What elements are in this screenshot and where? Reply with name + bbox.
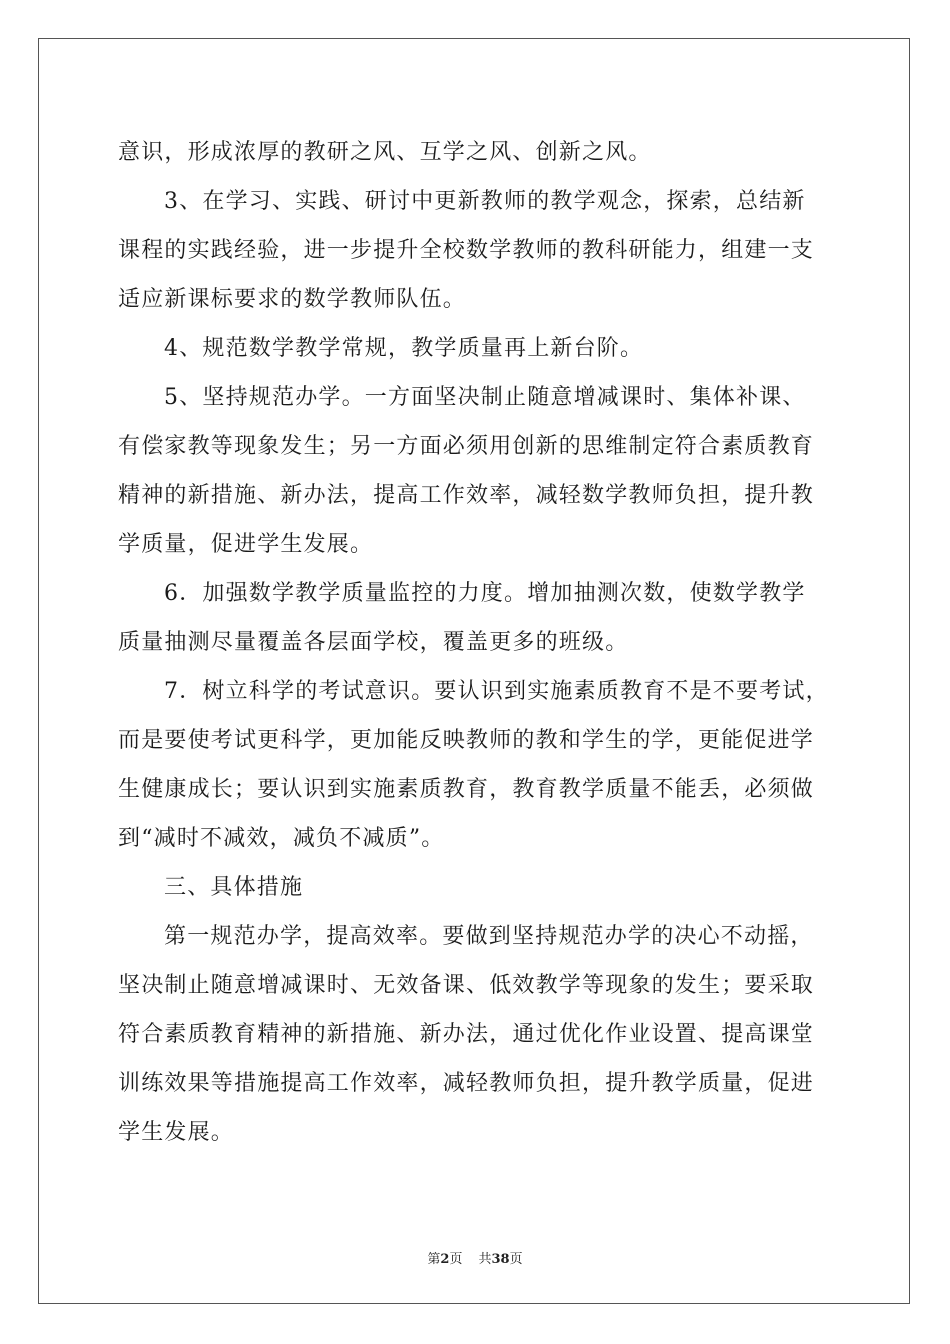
text-line: 3、在学习、实践、研讨中更新教师的教学观念，探索，总结新 <box>164 189 806 214</box>
page-prefix: 第 <box>427 1252 441 1267</box>
total-suffix: 页 <box>509 1252 523 1267</box>
text-line: 符合素质教育精神的新措施、新办法，通过优化作业设置、提高课堂 <box>118 1022 815 1047</box>
text-line: 7．树立科学的考试意识。要认识到实施素质教育不是不要考试， <box>164 679 829 704</box>
text-line: 有偿家教等现象发生；另一方面必须用创新的思维制定符合素质教育 <box>118 434 815 459</box>
text-line: 到“减时不减效，减负不减质”。 <box>118 826 445 851</box>
text-line: 精神的新措施、新办法，提高工作效率，减轻数学教师负担，提升教 <box>118 483 815 508</box>
text-line: 学生发展。 <box>118 1120 235 1145</box>
text-line: 第一规范办学，提高效率。要做到坚持规范办学的决心不动摇， <box>164 924 814 949</box>
text-line: 生健康成长；要认识到实施素质教育，教育教学质量不能丢，必须做 <box>118 777 815 802</box>
text-line: 学质量，促进学生发展。 <box>118 532 374 557</box>
text-line: 而是要使考试更科学，更加能反映教师的教和学生的学，更能促进学 <box>118 728 815 753</box>
section-heading: 三、具体措施 <box>164 875 304 900</box>
total-prefix: 共 <box>478 1252 492 1267</box>
text-line: 课程的实践经验，进一步提升全校数学教师的教科研能力，组建一支 <box>118 238 815 263</box>
text-line: 质量抽测尽量覆盖各层面学校，覆盖更多的班级。 <box>118 630 629 655</box>
text-line: 意识，形成浓厚的教研之风、互学之风、创新之风。 <box>118 140 652 165</box>
text-line: 训练效果等措施提高工作效率，减轻教师负担，提升教学质量，促进 <box>118 1071 815 1096</box>
text-line: 适应新课标要求的数学教师队伍。 <box>118 287 467 312</box>
text-line: 5、坚持规范办学。一方面坚决制止随意增减课时、集体补课、 <box>164 385 806 410</box>
page-number: 2 <box>440 1252 450 1267</box>
page-suffix: 页 <box>449 1252 463 1267</box>
text-line: 6．加强数学教学质量监控的力度。增加抽测次数，使数学教学 <box>164 581 806 606</box>
text-line: 坚决制止随意增减课时、无效备课、低效教学等现象的发生；要采取 <box>118 973 815 998</box>
document-body <box>118 128 838 1157</box>
page-footer <box>0 1248 950 1267</box>
text-line: 4、规范数学教学常规，教学质量再上新台阶。 <box>164 336 644 361</box>
total-pages: 38 <box>491 1252 510 1267</box>
